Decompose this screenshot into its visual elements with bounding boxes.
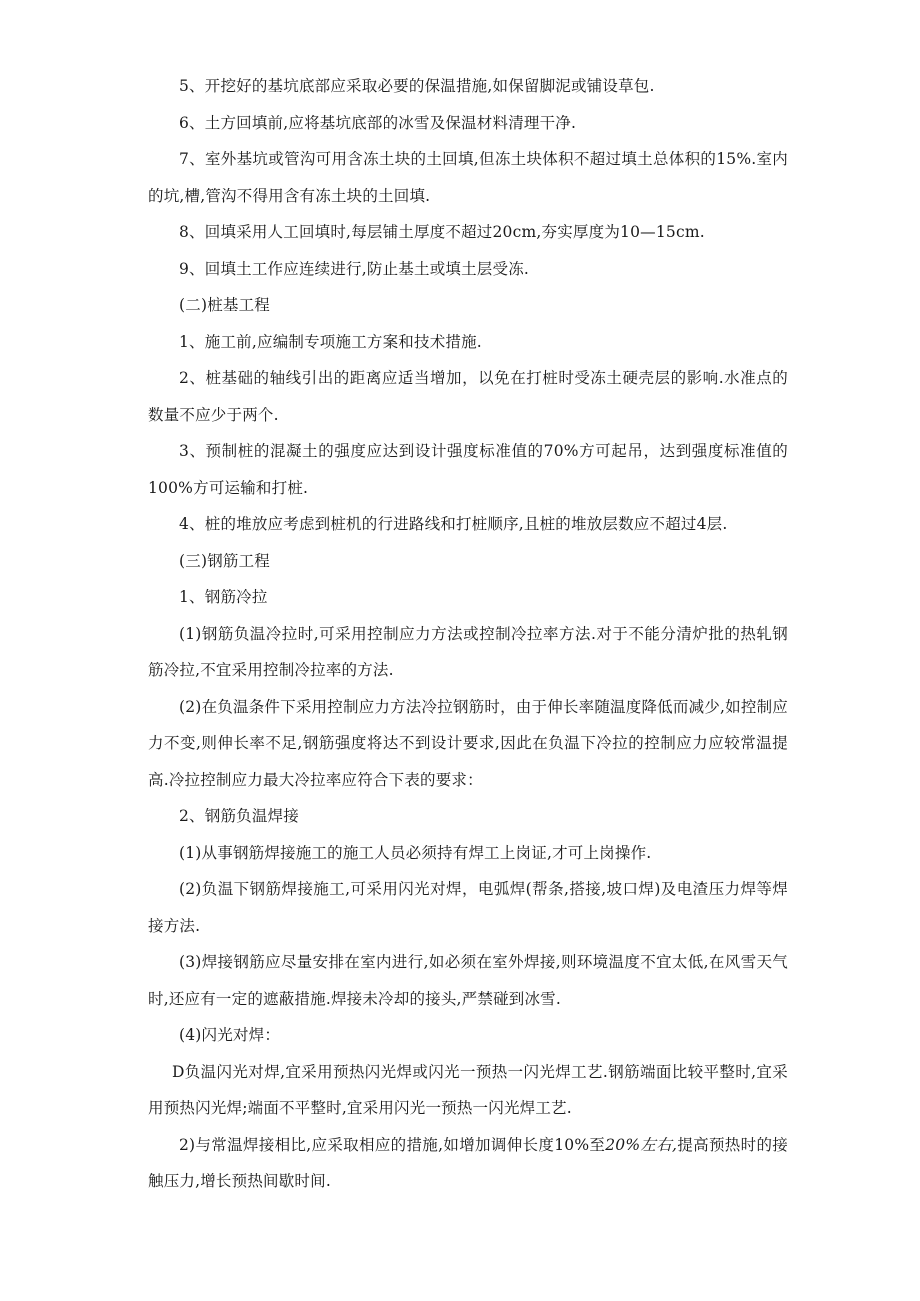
paragraph-welding-3: (3)焊接钢筋应尽量安排在室内进行,如必须在室外焊接,则环境温度不宜太低,在风雪天气时,还应有一定的遮蔽措施.焊接未冷却的接头,严禁碰到冰雪. <box>148 953 788 1008</box>
paragraph-flash-welding-1: D负温闪光对焊,宜采用预热闪光焊或闪光一预热一闪光焊工艺.钢筋端面比较平整时,宜采用预热闪光焊;端面不平整时,宜采用闪光一预热一闪光焊工艺. <box>148 1062 788 1117</box>
paragraph-9-continuous-work: 9、回填土工作应连续进行,防止基土或填土层受冻. <box>179 259 530 278</box>
section-heading-pile-foundation: (二)桩基工程 <box>179 296 270 314</box>
flash-welding-2-italic: 20%左右, <box>605 1135 678 1154</box>
paragraph-flash-welding-2 <box>148 1127 788 1200</box>
subheading-cold-drawing: 1、钢筋冷拉 <box>179 588 268 606</box>
paragraph-welding-2: (2)负温下钢筋焊接施工,可采用闪光对焊，电弧焊(帮条,搭接,坡口焊)及电渣压力焊等焊接方法. <box>148 880 788 935</box>
section-heading-rebar: (三)钢筋工程 <box>179 551 270 570</box>
paragraph-5-insulation: 5、开挖好的基坑底部应采取必要的保温措施,如保留脚泥或铺设草包. <box>179 77 655 95</box>
paragraph-welding-1: (1)从事钢筋焊接施工的施工人员必须持有焊工上岗证,才可上岗操作. <box>179 843 652 862</box>
paragraph-cold-drawing-2: (2)在负温条件下采用控制应力方法冷拉钢筋时，由于伸长率随温度降低而减少,如控制应力不变,则伸长率不足,钢筋强度将达不到设计要求,因此在负温下冷拉的控制应力应较常温提高.冷拉控制应力最大冷拉率应符合下表的要求： <box>148 697 788 789</box>
paragraph-pile-4: 4、桩的堆放应考虑到桩机的行进路线和打桩顺序,且桩的堆放层数应不超过4层. <box>179 515 728 533</box>
paragraph-7-frozen-soil: 7、室外基坑或管沟可用含冻土块的土回填,但冻土块体积不超过填土总体积的15%.室内的坑,槽,管沟不得用含有冻土块的土回填. <box>148 150 788 205</box>
paragraph-6-backfill-cleanup: 6、土方回填前,应将基坑底部的冰雪及保温材料清理干净. <box>179 113 577 132</box>
document-body <box>148 68 788 1200</box>
paragraph-8-manual-backfill: 8、回填采用人工回填时,每层铺土厚度不超过20cm,夯实厚度为10—15cm. <box>179 223 705 241</box>
paragraph-pile-1: 1、施工前,应编制专项施工方案和技术措施. <box>179 332 482 351</box>
flash-welding-2-part1: 2)与常温焊接相比,应采取相应的措施,如增加调伸长度10%至 <box>179 1135 606 1154</box>
paragraph-pile-3: 3、预制桩的混凝土的强度应达到设计强度标准值的70%方可起吊，达到强度标准值的100%方可运输和打桩. <box>148 442 788 497</box>
paragraph-pile-2: 2、桩基础的轴线引出的距离应适当增加，以免在打桩时受冻土硬壳层的影响.水准点的数量不应少于两个. <box>148 369 788 424</box>
subheading-welding: 2、钢筋负温焊接 <box>179 807 299 825</box>
flash-welding-2-part2: 提高预热时的接触压力,增长预热间歇时间. <box>148 1135 788 1190</box>
paragraph-welding-4: (4)闪光对焊： <box>179 1026 281 1044</box>
paragraph-cold-drawing-1: (1)钢筋负温冷拉时,可采用控制应力方法或控制冷拉率方法.对于不能分清炉批的热轧钢筋冷拉,不宜采用控制冷拉率的方法. <box>148 624 788 679</box>
